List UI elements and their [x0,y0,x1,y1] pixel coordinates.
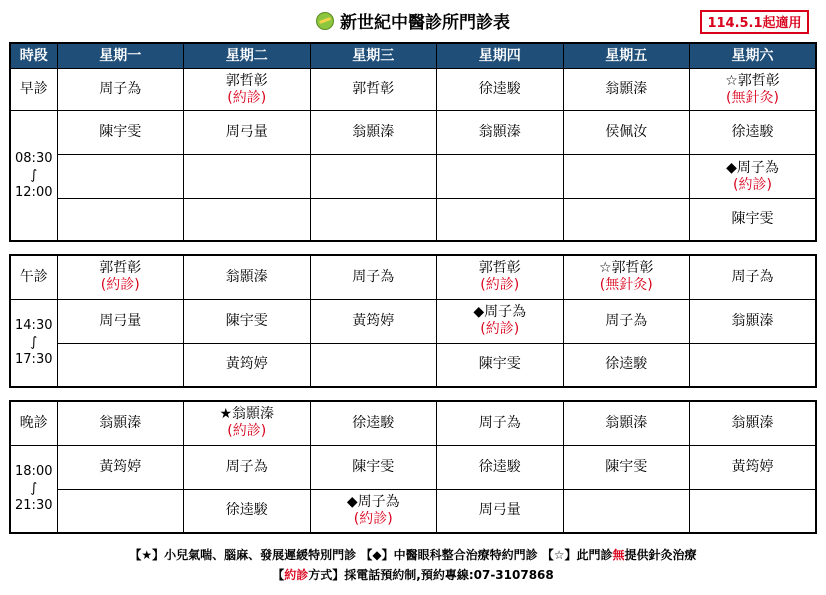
doctor-cell [310,255,437,299]
doctor-name: 黃筠婷 [731,458,774,475]
doctor-cell [437,255,564,299]
schedule-row [10,155,816,199]
time-part: ∫ [30,335,38,351]
header-cell-day: 星期五 [563,43,690,69]
doctor-cell [563,401,690,445]
schedule-row [10,111,816,155]
doctor-name: ◆周子為 [473,304,527,320]
doctor-cell [690,255,817,299]
doctor-cell [310,489,437,533]
header-cell-day: 星期四 [437,43,564,69]
evening-schedule-table [9,400,817,534]
session-label: 早診 [10,69,57,111]
doctor-name: 黃筠婷 [99,458,142,475]
page-title: 新世紀中醫診所門診表 [340,13,510,33]
doctor-cell [563,445,690,489]
doctor-name: 徐逵駿 [605,356,648,373]
doctor-cell [57,445,184,489]
session-time-range [10,299,57,387]
header-cell-day: 星期六 [690,43,817,69]
doctor-name: 郭哲彰 [478,260,521,277]
doctor-name: 翁顥溱 [478,124,521,140]
doctor-name: ☆郭哲彰 [725,72,780,89]
doctor-cell [310,69,437,111]
doctor-cell [310,155,437,199]
doctor-name: 陳宇雯 [99,124,142,140]
doctor-name: 翁顥溱 [605,414,648,431]
doctor-cell [310,299,437,343]
session-label: 晚診 [10,401,57,445]
session-time-range [10,445,57,533]
doctor-name: 郭哲彰 [99,260,142,277]
header-cell-day: 星期三 [310,43,437,69]
doctor-name: 周子為 [225,458,268,475]
doctor-cell [563,69,690,111]
schedule-row [10,69,816,111]
doctor-cell [690,401,817,445]
doctor-cell [563,343,690,387]
doctor-name: 翁顥溱 [225,268,268,285]
appointment-note: (約診) [100,277,140,294]
doctor-name: 徐逵駿 [731,124,774,140]
doctor-name: 周子為 [731,268,774,285]
header-cell-day: 星期一 [57,43,184,69]
clinic-logo-icon [316,12,334,30]
session-label: 午診 [10,255,57,299]
doctor-name: 翁顥溱 [99,414,142,431]
time-part: 17:30 [15,352,53,368]
doctor-cell [184,489,311,533]
appointment-note: (約診) [227,89,267,106]
doctor-cell [184,401,311,445]
doctor-name: ◆周子為 [726,159,779,176]
appointment-note: (約診) [480,321,520,337]
doctor-name: 周弓量 [99,312,142,329]
schedule-row [10,299,816,343]
doctor-cell [310,199,437,241]
footnote-segment: 【 [272,568,285,582]
doctor-cell [310,343,437,387]
doctor-cell [184,199,311,241]
doctor-cell [437,69,564,111]
doctor-cell [437,343,564,387]
doctor-name: 陳宇雯 [225,312,268,329]
doctor-cell [57,111,184,155]
header-cell-period: 時段 [10,43,57,69]
time-part: 14:30 [15,318,53,334]
doctor-cell [437,299,564,343]
footnote-segment: 提供針灸治療 [624,548,697,562]
schedule-row [10,401,816,445]
time-part: ∫ [30,167,38,183]
doctor-cell [57,343,184,387]
doctor-cell [184,155,311,199]
doctor-name: ★翁顥溱 [219,406,275,423]
schedule-row [10,343,816,387]
footnote-segment: 約診 [284,568,309,582]
doctor-cell [437,489,564,533]
header-cell-day: 星期二 [184,43,311,69]
doctor-name: 翁顥溱 [352,124,395,140]
doctor-cell [184,111,311,155]
schedule-row [10,445,816,489]
appointment-note: (約診) [353,510,393,527]
doctor-cell [57,199,184,241]
footnote-segment: 無 [612,548,625,562]
doctor-name: 周子為 [605,312,648,329]
footnote-segment: 【★】小兒氣喘、腦麻、發展遲緩特別門診 【◆】中醫眼科整合治療特約門診 【☆】此門診 [129,548,613,562]
doctor-cell [563,111,690,155]
doctor-name: 徐逵駿 [478,458,521,475]
doctor-cell [690,299,817,343]
doctor-cell [184,255,311,299]
doctor-name: 周弓量 [478,502,521,519]
doctor-name: 陳宇雯 [605,458,648,475]
doctor-cell [310,401,437,445]
doctor-name: 徐逵駿 [352,414,395,431]
doctor-name: 翁顥溱 [605,81,648,97]
doctor-cell [184,343,311,387]
doctor-cell [690,199,817,241]
schedule-header-row [10,43,816,69]
doctor-name: 周子為 [352,268,395,285]
doctor-cell [690,445,817,489]
doctor-cell [57,69,184,111]
appointment-note: (約診) [227,423,267,440]
time-part: ∫ [30,481,38,497]
doctor-cell [310,111,437,155]
doctor-cell [563,199,690,241]
doctor-cell [437,445,564,489]
doctor-name: 翁顥溱 [731,414,774,431]
doctor-cell [57,255,184,299]
doctor-name: 黃筠婷 [352,312,395,329]
appointment-note: (約診) [480,277,520,294]
doctor-cell [437,199,564,241]
doctor-name: 翁顥溱 [731,312,774,329]
doctor-name: 郭哲彰 [352,81,395,97]
doctor-cell [690,69,817,111]
doctor-name: 周子為 [478,414,521,431]
doctor-cell [184,299,311,343]
time-part: 08:30 [15,150,53,166]
appointment-note: (無針灸) [726,89,779,106]
footnote-legend [0,546,826,563]
doctor-cell [563,155,690,199]
appointment-note: (約診) [733,176,772,193]
doctor-cell [57,401,184,445]
schedule-row [10,489,816,533]
doctor-cell [563,255,690,299]
doctor-cell [690,489,817,533]
doctor-name: 陳宇雯 [352,458,395,475]
doctor-cell [690,155,817,199]
doctor-name: 徐逵駿 [225,502,268,519]
doctor-cell [690,111,817,155]
footnote-booking [0,566,826,583]
doctor-cell [310,445,437,489]
doctor-cell [437,111,564,155]
doctor-name: 陳宇雯 [731,210,774,227]
doctor-cell [690,343,817,387]
doctor-cell [437,155,564,199]
doctor-cell [57,155,184,199]
doctor-cell [184,445,311,489]
doctor-cell [57,489,184,533]
doctor-name: ☆郭哲彰 [598,260,654,277]
morning-schedule-table [9,42,817,242]
time-part: 21:30 [15,498,53,514]
schedule-row [10,199,816,241]
doctor-name: 郭哲彰 [225,72,268,89]
session-time-range [10,111,57,241]
doctor-cell [563,489,690,533]
schedule-row [10,255,816,299]
doctor-name: ◆周子為 [346,493,400,510]
appointment-note: (無針灸) [599,277,653,294]
doctor-name: 周子為 [99,81,142,97]
doctor-cell [57,299,184,343]
effective-date-badge: 114.5.1起適用 [700,10,809,34]
footnote-segment: 方式】採電話預約制,預約專線:07-3107868 [308,568,554,582]
afternoon-schedule-table [9,254,817,388]
doctor-cell [563,299,690,343]
doctor-name: 陳宇雯 [478,356,521,373]
time-part: 18:00 [15,464,53,480]
doctor-name: 徐逵駿 [478,81,521,97]
time-part: 12:00 [15,184,53,200]
doctor-name: 黃筠婷 [225,356,268,373]
doctor-name: 侯佩汝 [605,124,648,140]
doctor-cell [437,401,564,445]
doctor-cell [184,69,311,111]
doctor-name: 周弓量 [225,124,268,140]
